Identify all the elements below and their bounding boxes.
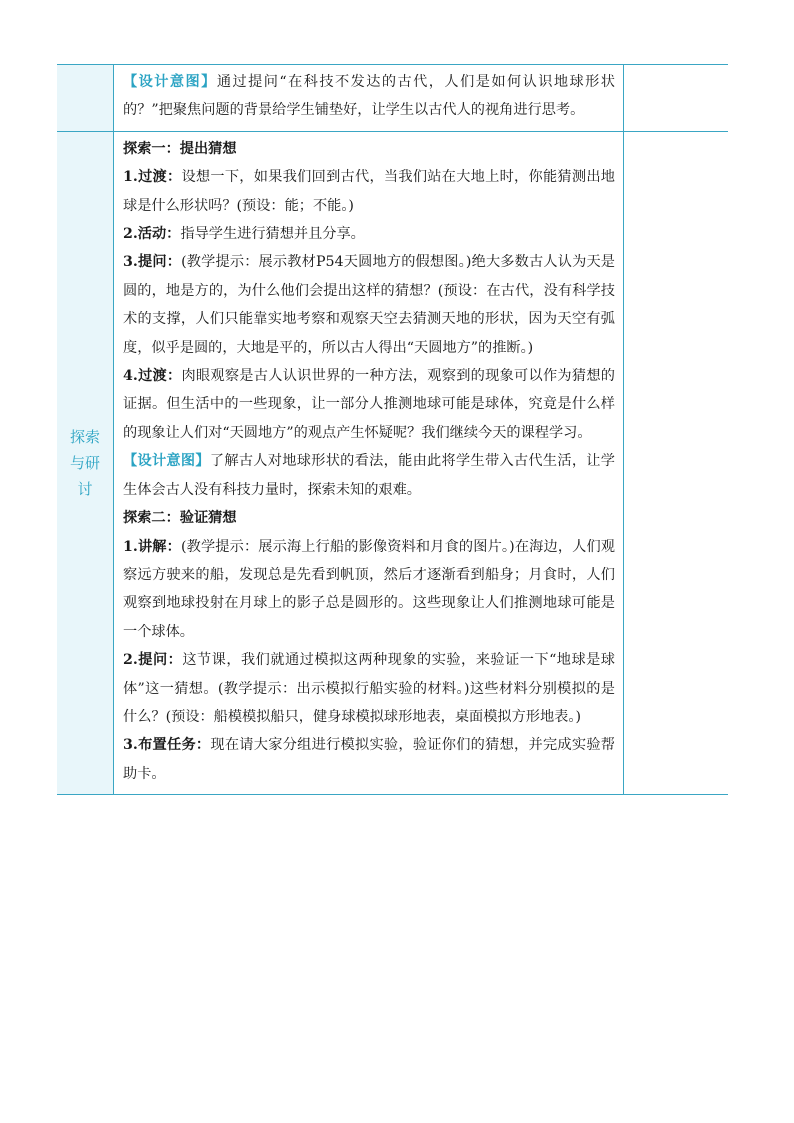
content-cell — [114, 65, 624, 132]
step-lead: 3.布置任务： — [123, 737, 211, 754]
paragraph-text: 肉眼观察是古人认识世界的一种方法，观察到的现象可以作为猜想的证据。但生活中的一些现象，让一部分人推测地球可能是球体，究竟是什么样的现象让人们对“天圆地方”的观点产生怀疑呢？我们继续今天的课程学习。 — [123, 368, 615, 441]
step-paragraph — [123, 362, 615, 447]
row2-content — [114, 132, 623, 794]
paragraph-text: (教学提示：展示海上行船的影像资料和月食的图片。)在海边，人们观察远方驶来的船，发现总是先看到帆顶，然后才逐渐看到船身；月食时，人们观察到地球投射在月球上的影子总是圆形的。这些现象让人们推测地球可能是一个球体。 — [123, 538, 615, 640]
step-lead: 1.过渡： — [123, 169, 182, 186]
paragraph-text: 这节课，我们就通过模拟这两种现象的实验，来验证一下“地球是球体”这一猜想。(教学提示：出示模拟行船实验的材料。)这些材料分别模拟的是什么？(预设：船模模拟船只，健身球模拟球形地表，桌面模拟方形地表。) — [123, 652, 615, 725]
design-intent-tag: 【设计意图】 — [123, 453, 210, 470]
step-paragraph — [123, 248, 615, 362]
row-design-intent — [57, 65, 728, 132]
section-label-cell — [57, 65, 114, 132]
content-cell — [114, 131, 624, 794]
step-lead: 1.讲解： — [123, 538, 181, 555]
step-lead: 4.过渡： — [123, 368, 182, 385]
row-explore — [57, 131, 728, 794]
step-paragraph — [123, 533, 615, 647]
paragraph-text: 设想一下，如果我们回到古代，当我们站在大地上时，你能猜测出地球是什么形状吗？(预设：能；不能。) — [123, 169, 615, 214]
step-paragraph — [123, 646, 615, 731]
notes-cell — [624, 65, 729, 132]
section-label-cell — [57, 131, 114, 794]
paragraph-text: 指导学生进行猜想并且分享。 — [180, 226, 365, 243]
paragraph-text: 了解古人对地球形状的看法，能由此将学生带入古代生活，让学生体会古人没有科技力量时，探索未知的艰难。 — [123, 453, 615, 498]
heading-explore-2: 探索二：验证猜想 — [123, 510, 237, 527]
design-intent-paragraph — [123, 68, 615, 125]
paragraph-text: 现在请大家分组进行模拟实验，验证你们的猜想，并完成实验帮助卡。 — [123, 737, 615, 782]
section-label-explore: 探索与研讨 — [69, 427, 100, 498]
paragraph-text: 通过提问“在科技不发达的古代，人们是如何认识地球形状的？”把聚焦问题的背景给学生铺垫好，让学生以古代人的视角进行思考。 — [123, 74, 615, 119]
paragraph-text: (教学提示：展示教材P54天圆地方的假想图。)绝大多数古人认为天是圆的，地是方的，为什么他们会提出这样的猜想？(预设：在古代，没有科学技术的支撑，人们只能靠实地考察和观察天空去猜测天地的形状，因为天空有弧度，似乎是圆的，大地是平的，所以古人得出“天圆地方”的推断。) — [123, 254, 615, 356]
lesson-plan-table — [57, 64, 728, 795]
design-intent-paragraph — [123, 447, 615, 504]
step-lead: 3.提问： — [123, 254, 182, 271]
step-paragraph — [123, 163, 615, 220]
design-intent-tag: 【设计意图】 — [123, 74, 217, 90]
row1-content — [114, 65, 623, 131]
step-paragraph — [123, 220, 615, 248]
step-lead: 2.活动： — [123, 226, 181, 243]
step-lead: 2.提问： — [123, 652, 183, 669]
notes-cell — [624, 131, 729, 794]
step-paragraph — [123, 731, 615, 788]
heading-explore-1: 探索一：提出猜想 — [123, 140, 237, 157]
